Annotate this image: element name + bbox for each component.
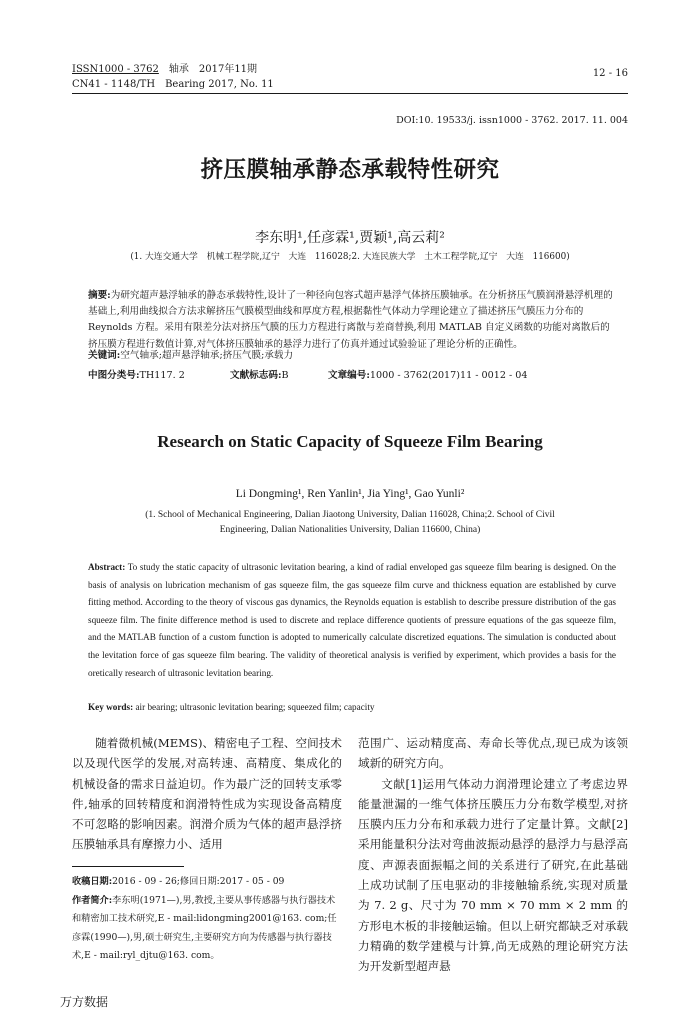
issue-cn: 2017年11期 [198,64,258,75]
footnote [72,873,342,966]
authors-cn: 李东明¹,任彦霖¹,贾颖¹,高云莉² [255,230,445,246]
header-rule [72,93,628,94]
author-bio-text: 李东明(1971—),男,教授,主要从事传感器与执行器技术和精密加工技术研究,E - mail:lidongming2001@163. com;任彦霖(1990—),男,硕士研究生,主要研究方向为传感器与执行器技术,E - mail:ryl_djtu@163. com。 [72,894,337,961]
title-cn: 挤压膜轴承静态承载特性研究 [200,157,500,183]
keywords-cn-text: 空气轴承;超声悬浮轴承;挤压气膜;承载力 [120,350,294,361]
issn: ISSN1000 - 3762 [72,64,159,75]
article-no-label: 文章编号: [328,370,370,381]
affiliation-en [0,508,700,538]
abstract-cn [88,288,616,353]
journal-name-cn: 轴承 [168,64,189,75]
authors-en: Li Dongming¹, Ren Yanlin¹, Jia Ying¹, Gao Yunli² [235,488,465,500]
abstract-en-label: Abstract: [88,562,126,572]
affiliation-cn: (1. 大连交通大学 机械工程学院,辽宁 大连 116028;2. 大连民族大学 土木工程学院,辽宁 大连 116600) [130,252,570,262]
keywords-cn-label: 关键词: [88,350,121,361]
received-date-text: 2016 - 09 - 26;修回日期:2017 - 05 - 09 [112,876,285,887]
keywords-en-label: Key words: [88,702,134,712]
footnote-rule [72,866,184,867]
keywords-en [88,702,616,712]
page-range: 12 - 16 [592,68,628,79]
body-paragraph: 随着微机械(MEMS)、精密电子工程、空间技术以及现代医学的发展,对高转速、高精度、集成化的机械设备的需求日益迫切。作为最广泛的回转支承零件,轴承的回转精度和润滑特性成为实现设备高精度不可忽略的影响因素。润滑介质为气体的超声悬浮挤压膜轴承具有摩擦力小、适用 [72,736,342,852]
affiliation-en-line-1: (1. School of Mechanical Engineering, Dalian Jiaotong University, Dalian 116028, China;2. School of Civil [145,510,555,520]
journal-issue-en: Bearing 2017, No. 11 [165,79,274,90]
body-right-column [358,733,628,977]
affiliation-en-line-2: Engineering, Dalian Nationalities University, Dalian 116600, China) [219,525,481,535]
article-no-value: 1000 - 3762(2017)11 - 0012 - 04 [369,370,528,381]
body-paragraph: 范围广、运动精度高、寿命长等优点,现已成为该领域新的研究方向。 [358,736,628,771]
journal-header [72,62,274,92]
abstract-en [88,559,616,682]
author-bio-label: 作者简介: [72,894,113,906]
cn-number: CN41 - 1148/TH [72,79,156,90]
abstract-en-text: To study the static capacity of ultrasonic levitation bearing, a kind of radial enveloped gas squeeze film bearing is designed. On the basis of analysis on lubrication mechanism of gas squeeze film, the gas squeeze film curve and thickness equation are established by curve fitting method. According to the theory of viscous gas dynamics, the Reynolds equation is establish to describe pressure distribution of the gas squeeze film. The finite difference method is used to discrete and replace difference quotients of pressure equations of the gas squeeze film, and the MATLAB function of a custom function is adopted to numerically calculate discretized equations. The simulation is conducted about the levitation force of gas squeeze film bearing. The validity of theoretical analysis is verified by experiment, which provides a basis for the oretically research of ultrasonic levitation bearing. [88,562,616,678]
clc-label: 中图分类号: [88,370,140,381]
abstract-cn-label: 摘要: [88,290,111,301]
doi[interactable]: DOI:10. 19533/j. issn1000 - 3762. 2017. 11. 004 [396,115,628,126]
abstract-cn-text: 为研究超声悬浮轴承的静态承载特性,设计了一种径向包容式超声悬浮气体挤压膜轴承。在分析挤压气膜润滑悬浮机理的基础上,利用曲线拟合方法求解挤压气膜模型曲线和厚度方程,根据黏性气体动力学理论建立了描述挤压气膜压力分布的 Reynolds 方程。采用有限差分法对挤压气膜的压力方程进行离散与差商替换,利用 MATLAB 自定义函数的功能对离散后的挤压膜方程进行数值计算,对气体挤压膜轴承的悬浮力进行了仿真并通过试验验证了理论分析的正确性。 [88,290,613,350]
watermark: 万方数据 [60,995,109,1009]
doc-code-value: B [281,370,289,381]
body-paragraph: 文献[1]运用气体动力润滑理论建立了考虑边界能量泄漏的一维气体挤压膜压力分布数学模型,对挤压膜内压力分布和承载力进行了定量计算。文献[2]采用能量积分法对弯曲波振动悬浮的悬浮力与悬浮高度、声源表面振幅之间的关系进行了研究,在此基础上成功试制了压电驱动的非接触输系统,实现对质量为 7. 2 g、尺寸为 70 mm × 70 mm × 2 mm 的方形电木板的非接触运输。但以上研究都缺乏对承载力精确的数学建模与计算,尚无成熟的理论研究方法为开发新型超声悬 [358,776,628,974]
title-en: Research on Static Capacity of Squeeze Film Bearing [157,432,543,451]
keywords-en-text: air bearing; ultrasonic levitation bearing; squeezed film; capacity [135,702,375,712]
received-date-label: 收稿日期: [72,876,113,887]
body-left-column [72,733,342,855]
clc-value: TH117. 2 [139,370,185,381]
classification-row [88,367,648,381]
doc-code-label: 文献标志码: [230,370,282,381]
keywords-cn [88,348,616,364]
